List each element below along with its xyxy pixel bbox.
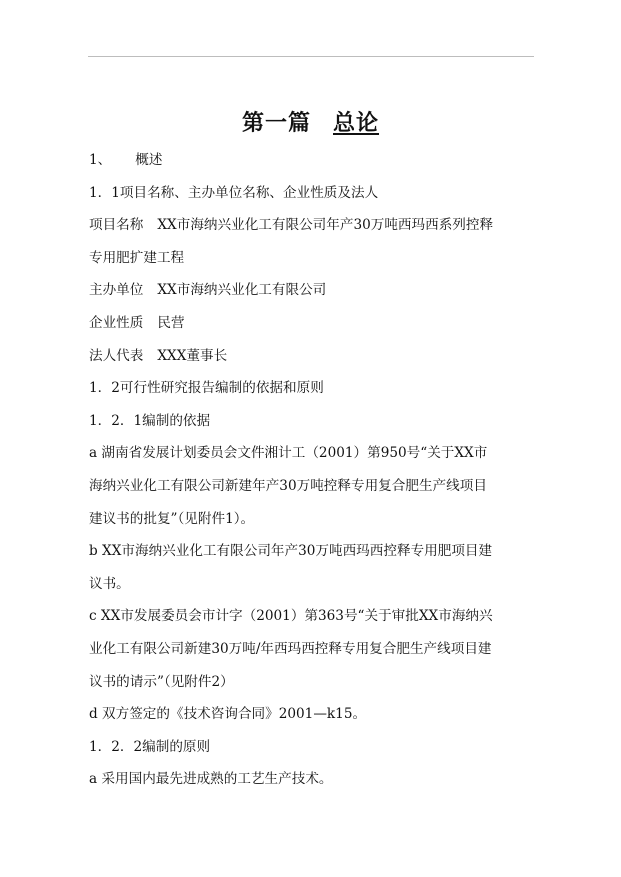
legal-rep-label: 法人代表 [89,347,144,364]
overview-number: 1、 [89,152,112,168]
section-1-1-heading: 1．1项目名称、主办单位名称、企业性质及法人 [89,184,379,201]
nature-label: 企业性质 [89,314,144,331]
overview-heading [89,144,535,177]
sponsor-row [89,274,535,307]
legal-rep-value: XXX董事长 [157,347,228,364]
nature-value: 民营 [157,314,185,331]
section-1-2-heading: 1．2可行性研究报告编制的依据和原则 [89,380,324,397]
header-rule [88,56,534,57]
principle-a-line: a 采用国内最先进成熟的工艺生产技术。 [89,771,333,788]
sponsor-value: XX市海纳兴业化工有限公司 [157,282,327,299]
basis-a-line-3: 建议书的批复”（见附件1）。 [89,510,255,527]
overview-label: 概述 [135,152,163,168]
basis-d-line: d 双方签定的《技术咨询合同》2001—k15。 [89,706,367,723]
project-name-value-cont: 专用肥扩建工程 [89,249,185,266]
legal-rep-row [89,340,535,373]
basis-b-line-2: 议书。 [89,575,130,592]
section-1-2-1-heading: 1．2．1编制的依据 [89,412,211,429]
document-body [89,144,535,796]
project-name-value: XX市海纳兴业化工有限公司年产30万吨西玛西系列控释 [157,217,494,234]
basis-a-line-2: 海纳兴业化工有限公司新建年产30万吨控释专用复合肥生产线项目 [89,477,487,494]
basis-c-line-3: 议书的请示”（见附件2） [89,673,234,690]
title-part: 第一篇 [241,110,311,136]
page-title [0,108,621,138]
title-main: 总论 [333,110,380,136]
basis-c-line-2: 业化工有限公司新建30万吨/年西玛西控释专用复合肥生产线项目建 [89,640,492,657]
basis-a-line-1: a 湖南省发展计划委员会文件湘计工（2001）第950号“关于XX市 [89,445,488,462]
nature-row [89,307,535,340]
project-name-label: 项目名称 [89,217,144,234]
project-name-row [89,209,535,242]
basis-c-line-1: c XX市发展委员会市计字（2001）第363号“关于审批XX市海纳兴 [89,608,493,625]
section-1-2-2-heading: 1．2．2编制的原则 [89,738,211,755]
sponsor-label: 主办单位 [89,282,144,299]
basis-b-line-1: b XX市海纳兴业化工有限公司年产30万吨西玛西控释专用肥项目建 [89,543,493,560]
